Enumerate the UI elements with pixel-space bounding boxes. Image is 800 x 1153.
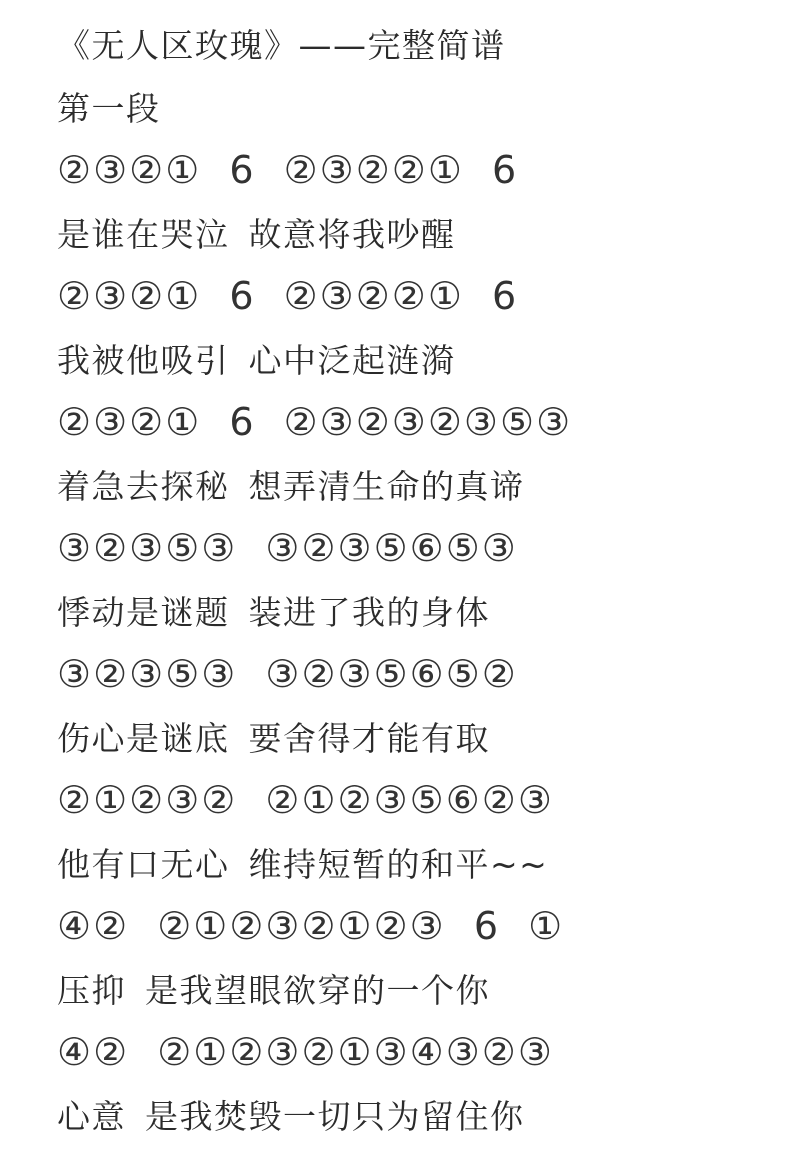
lyrics-line-4: 悸动是谜题 装进了我的身体 xyxy=(57,593,490,632)
notes-line-7: ④② ②①②③②①②③ 6 ① xyxy=(57,903,565,948)
notes-line-3: ②③②① 6 ②③②③②③⑤③ xyxy=(57,399,573,444)
lyrics-line-2: 我被他吸引 心中泛起涟漪 xyxy=(57,341,456,380)
notes-line-2: ②③②① 6 ②③②②① 6 xyxy=(57,273,519,318)
lyrics-line-7: 压抑 是我望眼欲穿的一个你 xyxy=(57,971,490,1010)
notes-line-1: ②③②① 6 ②③②②① 6 xyxy=(57,147,519,192)
notes-line-8: ④② ②①②③②①③④③②③ xyxy=(57,1029,554,1074)
section-label: 第一段 xyxy=(57,89,161,128)
notes-line-4: ③②③⑤③ ③②③⑤⑥⑤③ xyxy=(57,525,518,570)
lyrics-line-1: 是谁在哭泣 故意将我吵醒 xyxy=(57,215,456,254)
lyrics-line-6: 他有口无心 维持短暂的和平~~ xyxy=(57,845,549,884)
notes-line-5: ③②③⑤③ ③②③⑤⑥⑤② xyxy=(57,651,518,696)
lyrics-line-8: 心意 是我焚毁一切只为留住你 xyxy=(57,1097,525,1136)
lyrics-line-3: 着急去探秘 想弄清生命的真谛 xyxy=(57,467,525,506)
notes-line-6: ②①②③② ②①②③⑤⑥②③ xyxy=(57,777,554,822)
lyrics-line-5: 伤心是谜底 要舍得才能有取 xyxy=(57,719,490,758)
page-title: 《无人区玫瑰》——完整简谱 xyxy=(57,26,506,65)
